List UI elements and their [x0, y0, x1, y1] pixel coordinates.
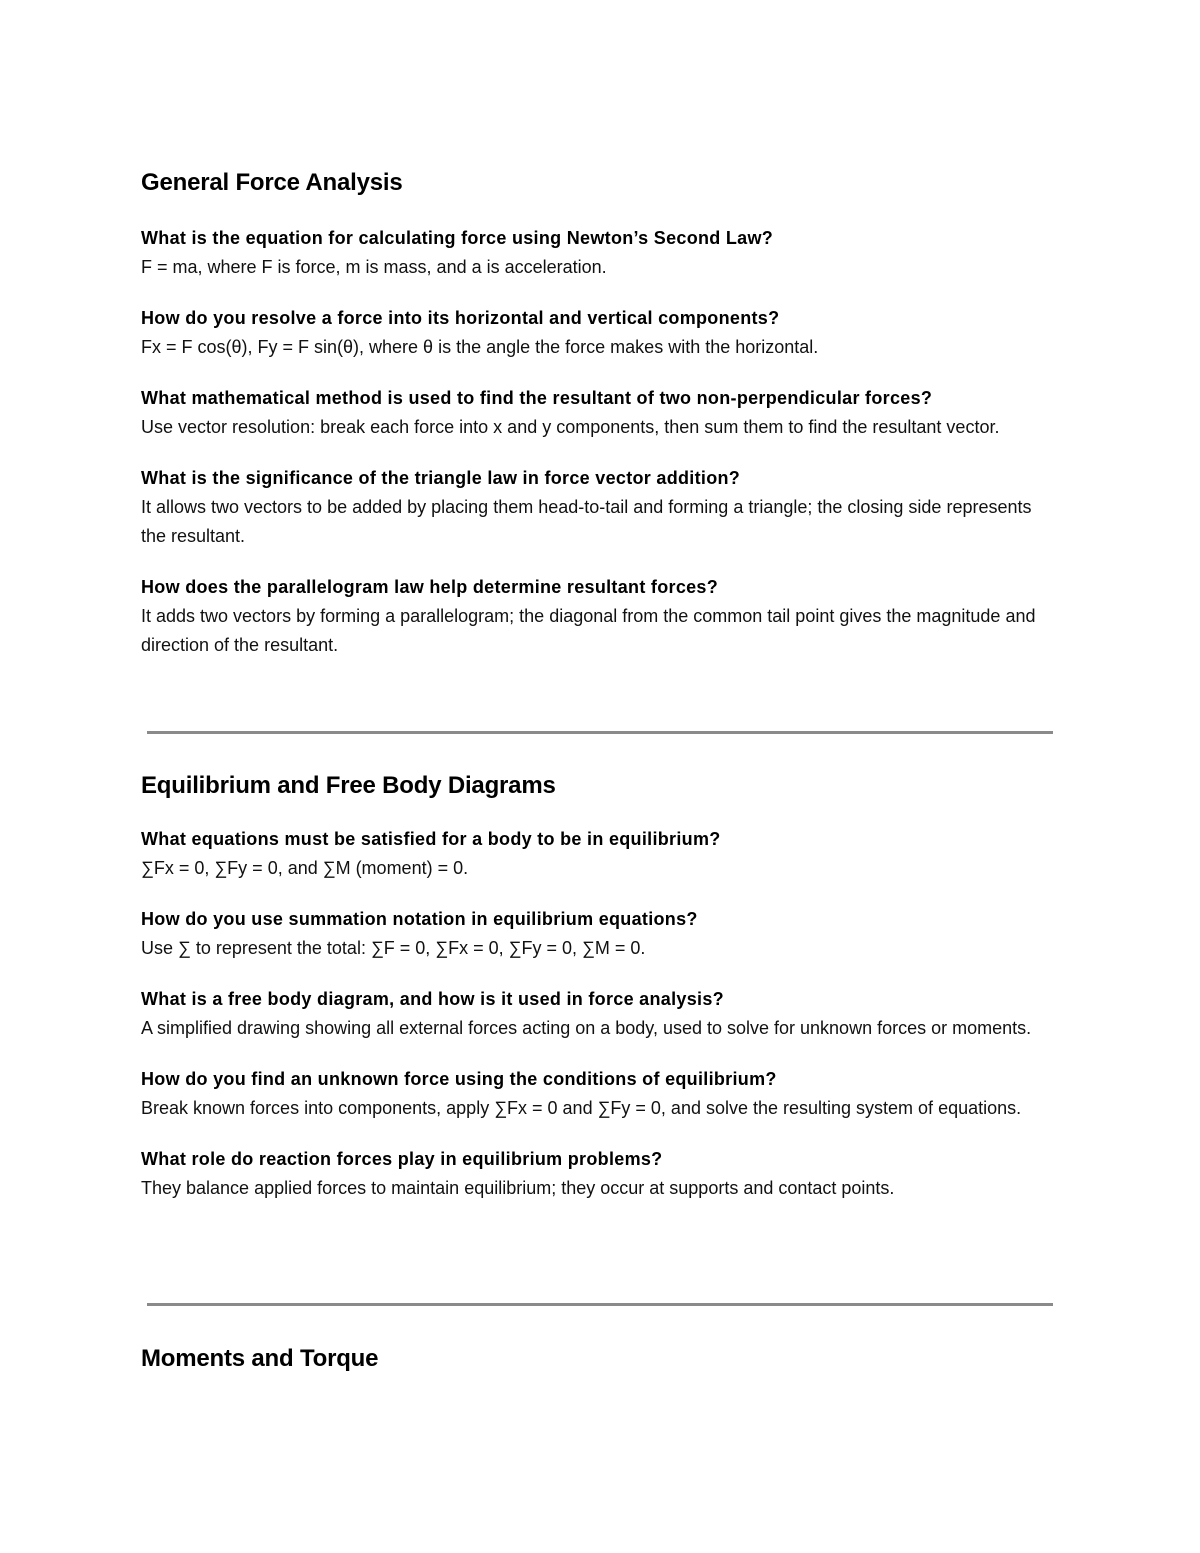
question: How does the parallelogram law help determine resultant forces? — [141, 577, 719, 597]
answer: F = ma, where F is force, m is mass, and a is acceleration. — [141, 257, 607, 277]
question: How do you resolve a force into its horizontal and vertical components? — [141, 308, 780, 328]
answer: Use vector resolution: break each force into x and y components, then sum them to find the resultant vector. — [141, 417, 1000, 437]
question: What equations must be satisfied for a body to be in equilibrium? — [141, 829, 721, 849]
answer: It adds two vectors by forming a parallelogram; the diagonal from the common tail point gives the magnitude and direction of the resultant. — [141, 606, 1036, 655]
question: What is the significance of the triangle law in force vector addition? — [141, 468, 741, 488]
answer: Use ∑ to represent the total: ∑F = 0, ∑Fx = 0, ∑Fy = 0, ∑M = 0. — [141, 938, 646, 958]
question: What is a free body diagram, and how is it used in force analysis? — [141, 989, 724, 1009]
qa-item — [141, 384, 1061, 442]
answer: A simplified drawing showing all external forces acting on a body, used to solve for unknown forces or moments. — [141, 1018, 1032, 1038]
question: How do you find an unknown force using the conditions of equilibrium? — [141, 1069, 777, 1089]
section-divider — [147, 1303, 1053, 1306]
answer: Break known forces into components, apply ∑Fx = 0 and ∑Fy = 0, and solve the resulting system of equations. — [141, 1098, 1022, 1118]
section-title: General Force Analysis — [141, 169, 403, 196]
qa-item — [141, 1065, 1061, 1123]
section-equilibrium — [141, 771, 1061, 1203]
answer: They balance applied forces to maintain equilibrium; they occur at supports and contact points. — [141, 1178, 895, 1198]
section-general-force-analysis — [141, 168, 1061, 660]
answer: Fx = F cos(θ), Fy = F sin(θ), where θ is the angle the force makes with the horizontal. — [141, 337, 819, 357]
qa-item — [141, 304, 1061, 362]
answer: ∑Fx = 0, ∑Fy = 0, and ∑M (moment) = 0. — [141, 858, 469, 878]
qa-item — [141, 464, 1061, 551]
qa-item — [141, 905, 1061, 963]
qa-item — [141, 1145, 1061, 1203]
qa-item — [141, 825, 1061, 883]
qa-item — [141, 573, 1061, 660]
section-title: Moments and Torque — [141, 1345, 379, 1372]
question: What role do reaction forces play in equilibrium problems? — [141, 1149, 663, 1169]
section-moments-and-torque — [141, 1344, 1061, 1374]
qa-item — [141, 985, 1061, 1043]
answer: It allows two vectors to be added by placing them head-to-tail and forming a triangle; the closing side represents the resultant. — [141, 497, 1032, 546]
qa-item — [141, 224, 1061, 282]
section-title: Equilibrium and Free Body Diagrams — [141, 772, 556, 799]
question: What mathematical method is used to find the resultant of two non-perpendicular forces? — [141, 388, 933, 408]
question: How do you use summation notation in equilibrium equations? — [141, 909, 698, 929]
question: What is the equation for calculating force using Newton’s Second Law? — [141, 228, 774, 248]
section-divider — [147, 731, 1053, 734]
